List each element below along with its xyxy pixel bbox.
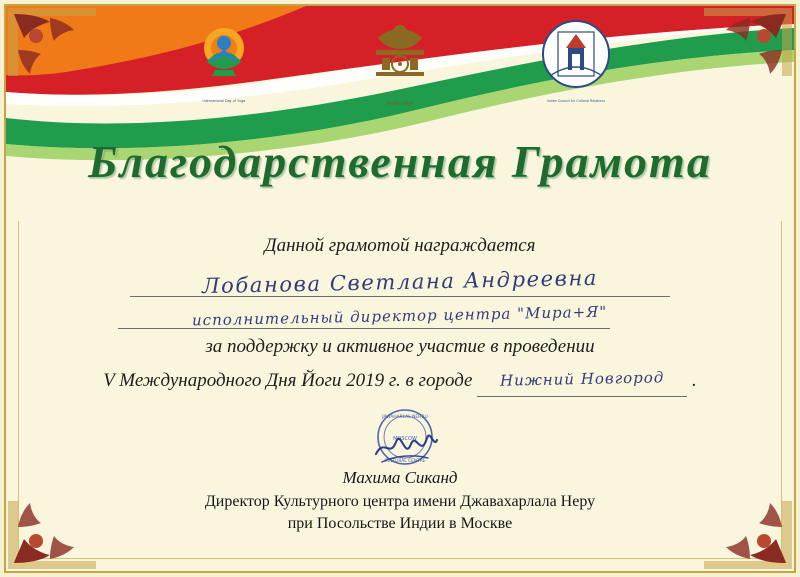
corner-ornament-bottom-right [702,499,794,571]
embassy-round-seal [362,404,448,476]
event-line [70,367,730,397]
corner-ornament-top-left [6,6,98,78]
tricolour-banner [6,6,794,221]
event-city-field [477,367,687,397]
signatory-name: Махима Сиканд [342,468,458,487]
signatory-role-line-2: при Посольстве Индии в Москве [287,514,513,532]
certificate-title: Благодарственная Грамота [88,136,712,187]
event-prefix: V Международного Дня Йоги 2019 г. в городе [103,370,473,391]
recipient-position: исполнительный директор центра "Мира+Я" [192,302,608,329]
svg-text:CULTURAL CENTRE: CULTURAL CENTRE [384,459,426,464]
corner-ornament-top-right [702,6,794,78]
iccr-emblem-caption: Indian Council for Cultural Relations [546,99,606,103]
recipient-position-field [70,301,730,331]
signature-block [0,468,800,534]
india-emblem-caption: सत्यमेव जयते [386,101,414,107]
event-suffix: . [691,370,697,391]
svg-text:MOSCOW: MOSCOW [393,436,417,442]
signatory-role-line-1: Директор Культурного центра имени Джавахарлала Неру [204,493,596,510]
svg-text:JAWAHARLAL NEHRU: JAWAHARLAL NEHRU [382,415,428,420]
recipient-name-field [70,265,730,299]
recipient-name: Лобанова Светлана Андреевна [201,265,599,298]
intro-line: Данной грамотой награждается [264,235,536,256]
reason-line: за поддержку и активное участие в проведении [205,335,595,357]
corner-ornament-bottom-left [6,499,98,571]
certificate-body [70,232,730,403]
event-city: Нижний Новгород [499,368,665,390]
yoga-emblem-caption: International Day of Yoga [202,99,246,103]
